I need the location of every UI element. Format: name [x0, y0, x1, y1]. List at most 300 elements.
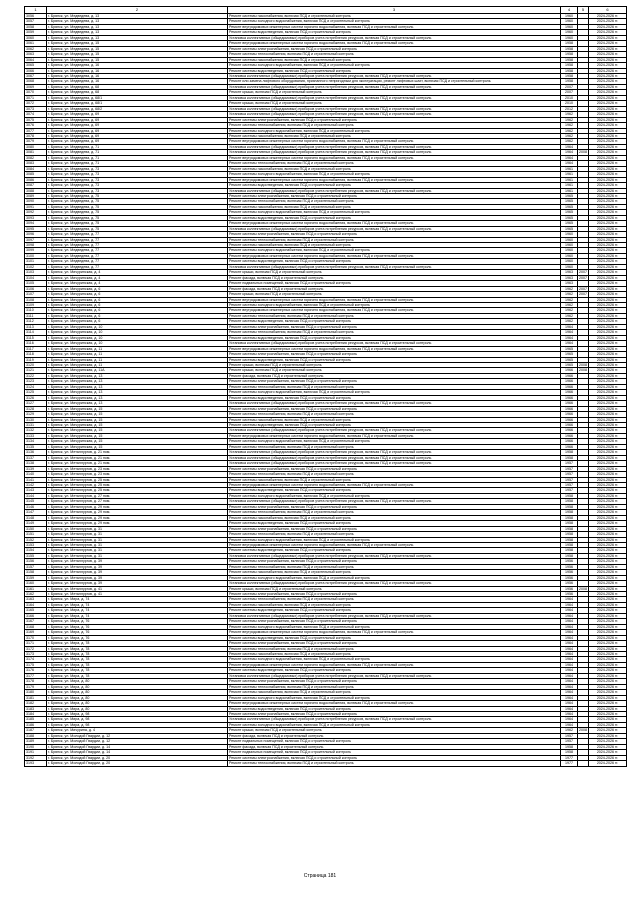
build-year-cell: 1965 [561, 226, 578, 231]
work-type-cell: Ремонт фасада, включая ПСД и строительный контроль [228, 744, 561, 749]
work-type-cell: Ремонт внутридомовых инженерных систем горячего водоснабжения, включая ПСД и строительный контроль [228, 662, 561, 667]
period-cell: 2024-2026 гг. [589, 722, 627, 727]
row-number-cell: 3117 [25, 346, 47, 351]
row-number-cell: 3066 [25, 68, 47, 73]
row-number-cell: 3131 [25, 422, 47, 427]
period-cell: 2024-2026 гг. [589, 417, 627, 422]
work-type-cell: Ремонт фасада, включая ПСД и строительный контроль [228, 733, 561, 738]
period-cell: 2024-2026 гг. [589, 52, 627, 57]
row-number-cell: 3074 [25, 112, 47, 117]
period-cell: 2024-2026 гг. [589, 690, 627, 695]
work-type-cell: Ремонт системы водоотведения, включая ПСД и строительный контроль [228, 608, 561, 613]
build-year-cell: 1958 [561, 57, 578, 62]
period-cell: 2024-2026 гг. [589, 346, 627, 351]
period-cell: 2024-2026 гг. [589, 128, 627, 133]
header-cell: 2 [47, 7, 228, 14]
work-type-cell: Установка коллективных (общедомовых) приборов учета потребления ресурсов, включая ПСД и строительный контроль [228, 95, 561, 100]
address-cell: г. Брянск, ул. Металлургов, д. 21 пом. [47, 461, 228, 466]
row-number-cell: 3144 [25, 493, 47, 498]
address-cell: г. Брянск, ул. Мичуринская, д. 6 [47, 297, 228, 302]
build-year-cell: 1964 [561, 706, 578, 711]
work-type-cell: Ремонт системы электроснабжения, включая ПСД и строительный контроль [228, 526, 561, 531]
work-type-cell: Ремонт крыши, включая ПСД и строительный контроль [228, 363, 561, 368]
build-year-cell: 1958 [561, 79, 578, 84]
period-cell: 2024-2026 гг. [589, 281, 627, 286]
period-cell: 2024-2026 гг. [589, 433, 627, 438]
work-type-cell: Ремонт системы холодного водоснабжения, включая ПСД и строительный контроль [228, 575, 561, 580]
work-type-cell: Ремонт системы электроснабжения, включая ПСД и строительный контроль [228, 619, 561, 624]
row-number-cell: 3140 [25, 472, 47, 477]
build-year-cell: 1964 [561, 695, 578, 700]
period-cell: 2024-2026 гг. [589, 493, 627, 498]
address-cell: г. Брянск, ул. Металлургов, д. 31 [47, 542, 228, 547]
row-number-cell: 3158 [25, 570, 47, 575]
build-year-cell: 1964 [561, 668, 578, 673]
address-cell: г. Брянск, ул. Мичуринская, д. 4 [47, 281, 228, 286]
row-number-cell: 3084 [25, 166, 47, 171]
period-cell: 2024-2026 гг. [589, 264, 627, 269]
period-cell: 2024-2026 гг. [589, 123, 627, 128]
work-type-cell: Ремонт внутридомовых инженерных систем горячего водоснабжения, включая ПСД и строительный контроль [228, 701, 561, 706]
address-cell: г. Брянск, ул. Медведева, д. 75 [47, 199, 228, 204]
row-number-cell: 3094 [25, 221, 47, 226]
work-type-cell: Ремонт внутридомовых инженерных систем горячего водоснабжения, включая ПСД и строительный контроль [228, 139, 561, 144]
address-cell: г. Брянск, ул. Медведева, д. 71 [47, 144, 228, 149]
row-number-cell: 3173 [25, 652, 47, 657]
build-year-cell: 1961 [561, 172, 578, 177]
address-cell: г. Брянск, ул. Мичуринская, д. 4 [47, 275, 228, 280]
row-number-cell: 3170 [25, 635, 47, 640]
address-cell: г. Брянск, ул. Мичуринская, д. 11 [47, 352, 228, 357]
work-type-cell: Ремонт системы водоотведения, включая ПСД и строительный контроль [228, 335, 561, 340]
build-year-cell: 1960 [561, 232, 578, 237]
build-year-cell: 1962 [561, 133, 578, 138]
period-cell: 2024-2026 гг. [589, 226, 627, 231]
work-type-cell: Ремонт системы холодного водоснабжения, включая ПСД и строительный контроль [228, 439, 561, 444]
work-type-cell: Установка коллективных (общедомовых) приборов учета потребления ресурсов, включая ПСД и строительный контроль [228, 144, 561, 149]
period-cell: 2024-2026 гг. [589, 14, 627, 19]
period-cell: 2024-2026 гг. [589, 630, 627, 635]
row-number-cell: 3121 [25, 368, 47, 373]
work-type-cell: Ремонт фасада, включая ПСД и строительный контроль [228, 286, 561, 291]
row-number-cell: 3083 [25, 161, 47, 166]
work-type-cell: Ремонт подвальных помещений, включая ПСД и строительный контроль [228, 750, 561, 755]
period-cell: 2024-2026 гг. [589, 95, 627, 100]
address-cell: г. Брянск, ул. Мира, д. 80 [47, 679, 228, 684]
row-number-cell: 3157 [25, 564, 47, 569]
work-type-cell: Ремонт системы водоотведения, включая ПСД и строительный контроль [228, 319, 561, 324]
work-type-cell: Ремонт системы электроснабжения, включая ПСД и строительный контроль [228, 193, 561, 198]
address-cell: г. Брянск, ул. Мичуринская, д. 15 [47, 428, 228, 433]
period-cell: 2024-2026 гг. [589, 68, 627, 73]
address-cell: г. Брянск, ул. Металлургов, д. 39 [47, 575, 228, 580]
work-type-cell: Ремонт системы газоснабжения, включая ПСД и строительный контроль [228, 57, 561, 62]
build-year-cell: 1964 [561, 646, 578, 651]
row-number-cell: 3187 [25, 728, 47, 733]
work-type-cell: Ремонт системы электроснабжения, включая ПСД и строительный контроль [228, 232, 561, 237]
work-type-cell: Ремонт системы холодного водоснабжения, включая ПСД и строительный контроль [228, 624, 561, 629]
period-cell: 2024-2026 гг. [589, 439, 627, 444]
work-type-cell: Ремонт внутридомовых инженерных систем горячего водоснабжения, включая ПСД и строительный контроль [228, 155, 561, 160]
row-number-cell: 3108 [25, 297, 47, 302]
address-cell: г. Брянск, ул. Мира, д. 80 [47, 695, 228, 700]
period-cell: 2024-2026 гг. [589, 161, 627, 166]
work-type-cell: Установка коллективных (общедомовых) приборов учета потребления ресурсов, включая ПСД и строительный контроль [228, 461, 561, 466]
build-year-cell: 1964 [561, 330, 578, 335]
build-year-cell: 1977 [561, 761, 578, 766]
row-number-cell: 3089 [25, 193, 47, 198]
period-cell: 2024-2026 гг. [589, 308, 627, 313]
page-number: Страница 181 [303, 873, 337, 879]
row-number-cell: 3101 [25, 259, 47, 264]
row-number-cell: 3070 [25, 90, 47, 95]
build-year-cell: 1965 [561, 363, 578, 368]
row-number-cell: 3168 [25, 624, 47, 629]
build-year-cell: 1965 [561, 210, 578, 215]
period-cell: 2024-2026 гг. [589, 275, 627, 280]
work-type-cell: Ремонт системы водоотведения, включая ПСД и строительный контроль [228, 668, 561, 673]
row-number-cell: 3161 [25, 586, 47, 591]
build-year-cell: 1961 [561, 166, 578, 171]
build-year-cell: 1957 [561, 739, 578, 744]
period-cell: 2024-2026 гг. [589, 188, 627, 193]
address-cell: г. Брянск, ул. Медведева, д. 69 [47, 133, 228, 138]
header-cell: 3 [228, 7, 561, 14]
address-cell: г. Брянск, ул. Мира, д. 80 [47, 706, 228, 711]
row-number-cell: 3145 [25, 499, 47, 504]
build-year-cell: 1958 [561, 41, 578, 46]
period-cell: 2024-2026 гг. [589, 155, 627, 160]
address-cell: г. Брянск, ул. Мичуринская, д. 15 [47, 439, 228, 444]
build-year-cell: 1957 [561, 466, 578, 471]
address-cell: г. Брянск, ул. Медведева, д. 15 [47, 46, 228, 51]
work-type-cell: Ремонт внутридомовых инженерных систем горячего водоснабжения, включая ПСД и строительный контроль [228, 308, 561, 313]
period-cell: 2024-2026 гг. [589, 330, 627, 335]
work-type-cell: Ремонт системы холодного водоснабжения, включая ПСД и строительный контроль [228, 303, 561, 308]
period-cell: 2024-2026 гг. [589, 335, 627, 340]
address-cell: г. Брянск, ул. Медведева, д. 73 [47, 177, 228, 182]
build-year-cell: 1960 [561, 248, 578, 253]
build-year-cell: 1960 [561, 14, 578, 19]
period-cell: 2024-2026 гг. [589, 733, 627, 738]
build-year-cell: 1964 [561, 161, 578, 166]
work-type-cell: Ремонт системы холодного водоснабжения, включая ПСД и строительный контроль [228, 657, 561, 662]
address-cell: г. Брянск, ул. Медведева, д. 69 [47, 123, 228, 128]
build-year-cell: 1964 [561, 341, 578, 346]
work-type-cell: Ремонт системы холодного водоснабжения, включая ПСД и строительный контроль [228, 695, 561, 700]
work-type-cell: Ремонт крыши, включая ПСД и строительный контроль [228, 368, 561, 373]
row-number-cell: 3116 [25, 341, 47, 346]
build-year-cell: 1965 [561, 357, 578, 362]
build-year-cell: 1958 [561, 455, 578, 460]
work-type-cell: Ремонт системы водоотведения, включая ПСД и строительный контроль [228, 521, 561, 526]
period-cell: 2024-2026 гг. [589, 63, 627, 68]
address-cell: г. Брянск, ул. Молодой Гвардии, д. 14 [47, 744, 228, 749]
work-type-cell: Ремонт внутридомовых инженерных систем горячего водоснабжения, включая ПСД и строительный контроль [228, 297, 561, 302]
address-cell: г. Брянск, ул. Мира, д. 76 [47, 630, 228, 635]
period-cell: 2024-2026 гг. [589, 477, 627, 482]
work-type-cell: Ремонт системы водоотведения, включая ПСД и строительный контроль [228, 183, 561, 188]
work-type-cell: Ремонт системы электроснабжения, включая ПСД и строительный контроль [228, 46, 561, 51]
address-cell: г. Брянск, ул. Медведева, д. 69 [47, 128, 228, 133]
work-type-cell: Ремонт системы газоснабжения, включая ПСД и строительный контроль [228, 204, 561, 209]
build-year-cell: 1962 [561, 303, 578, 308]
address-cell: г. Брянск, ул. Мичуринская, д. 13 [47, 384, 228, 389]
period-cell: 2024-2026 гг. [589, 210, 627, 215]
period-cell: 2024-2026 гг. [589, 521, 627, 526]
work-type-cell: Установка коллективных (общедомовых) приборов учета потребления ресурсов, включая ПСД и строительный контроль [228, 553, 561, 558]
row-number-cell: 3164 [25, 602, 47, 607]
row-number-cell: 3184 [25, 712, 47, 717]
address-cell: г. Брянск, ул. Молодой Гвардии, д. 20 [47, 761, 228, 766]
address-cell: г. Брянск, ул. Медведева, д. 68/2 [47, 106, 228, 111]
work-type-cell: Ремонт системы электроснабжения, включая ПСД и строительный контроль [228, 559, 561, 564]
row-number-cell: 3147 [25, 510, 47, 515]
row-number-cell: 3193 [25, 761, 47, 766]
address-cell: г. Брянск, ул. Медведева, д. 75 [47, 204, 228, 209]
period-cell: 2024-2026 гг. [589, 461, 627, 466]
row-number-cell: 3114 [25, 330, 47, 335]
build-year-cell: 1964 [561, 662, 578, 667]
address-cell: г. Брянск, ул. Медведева, д. 13 [47, 30, 228, 35]
build-year-cell: 1956 [561, 592, 578, 597]
row-number-cell: 3076 [25, 123, 47, 128]
row-number-cell: 3067 [25, 73, 47, 78]
build-year-cell: 1960 [561, 24, 578, 29]
address-cell: г. Брянск, ул. Мира, д. 74 [47, 613, 228, 618]
build-year-cell: 1964 [561, 155, 578, 160]
build-year-cell: 1964 [561, 150, 578, 155]
work-type-cell: Ремонт системы теплоснабжения, включая ПСД и строительный контроль [228, 444, 561, 449]
period-cell: 2024-2026 гг. [589, 24, 627, 29]
row-number-cell: 3149 [25, 521, 47, 526]
work-type-cell: Ремонт крыши, включая ПСД и строительный контроль [228, 101, 561, 106]
address-cell: г. Брянск, ул. Металлургов, д. 39 [47, 570, 228, 575]
build-year-cell: 1963 [561, 270, 578, 275]
address-cell: г. Брянск, ул. Мира, д. 80 [47, 690, 228, 695]
period-cell: 2024-2026 гг. [589, 19, 627, 24]
row-number-cell: 3192 [25, 755, 47, 760]
address-cell: г. Брянск, ул. Металлургов, д. 31 [47, 537, 228, 542]
address-cell: г. Брянск, ул. Металлургов, д. 31 [47, 553, 228, 558]
period-cell: 2024-2026 гг. [589, 641, 627, 646]
period-cell: 2024-2026 гг. [589, 701, 627, 706]
row-number-cell: 3135 [25, 444, 47, 449]
row-number-cell: 3061 [25, 41, 47, 46]
work-type-cell: Ремонт системы водоотведения, включая ПСД и строительный контроль [228, 488, 561, 493]
address-cell: г. Брянск, ул. Мичуринская, д. 15 [47, 444, 228, 449]
work-type-cell: Установка коллективных (общедомовых) приборов учета потребления ресурсов, включая ПСД и строительный контроль [228, 226, 561, 231]
build-year-cell: 1956 [561, 559, 578, 564]
build-year-cell: 1958 [561, 73, 578, 78]
build-year-cell: 1958 [561, 510, 578, 515]
row-number-cell: 3171 [25, 641, 47, 646]
build-year-cell: 1958 [561, 526, 578, 531]
work-type-cell: Ремонт системы водоотведения, включая ПСД и строительный контроль [228, 706, 561, 711]
period-cell: 2024-2026 гг. [589, 542, 627, 547]
address-cell: г. Брянск, ул. Молодой Гвардии, д. 12 [47, 733, 228, 738]
period-cell: 2024-2026 гг. [589, 488, 627, 493]
build-year-cell: 1965 [561, 346, 578, 351]
work-type-cell: Установка коллективных (общедомовых) приборов учета потребления ресурсов, включая ПСД и строительный контроль [228, 401, 561, 406]
build-year-cell: 1964 [561, 635, 578, 640]
period-cell: 2024-2026 гг. [589, 624, 627, 629]
period-cell: 2024-2026 гг. [589, 243, 627, 248]
address-cell: г. Брянск, ул. Мичуринская, д. 15 [47, 433, 228, 438]
row-number-cell: 3134 [25, 439, 47, 444]
build-year-cell: 1964 [561, 144, 578, 149]
address-cell: г. Брянск, ул. Медведева, д. 71 [47, 150, 228, 155]
row-number-cell: 3163 [25, 597, 47, 602]
period-cell: 2024-2026 гг. [589, 35, 627, 40]
row-number-cell: 3165 [25, 608, 47, 613]
build-year-cell: 1965 [561, 215, 578, 220]
work-type-cell: Ремонт системы теплоснабжения, включая ПСД и строительный контроль [228, 646, 561, 651]
work-type-cell: Ремонт системы холодного водоснабжения, включая ПСД и строительный контроль [228, 722, 561, 727]
repair-year-cell: 2008 [579, 586, 587, 591]
address-cell: г. Брянск, ул. Металлургов, д. 27 пом. [47, 493, 228, 498]
period-cell: 2024-2026 гг. [589, 341, 627, 346]
build-year-cell: 1964 [561, 630, 578, 635]
build-year-cell: 1964 [561, 613, 578, 618]
build-year-cell: 1956 [561, 575, 578, 580]
address-cell: г. Брянск, ул. Медведева, д. 73 [47, 183, 228, 188]
work-type-cell: Ремонт системы холодного водоснабжения, включая ПСД и строительный контроль [228, 210, 561, 215]
period-cell: 2024-2026 гг. [589, 592, 627, 597]
address-cell: г. Брянск, ул. Медведева, д. 68/1 [47, 95, 228, 100]
address-cell: г. Брянск, ул. Мичуринская, д. 13 [47, 390, 228, 395]
repair-year-cell: 2008 [579, 363, 587, 367]
address-cell: г. Брянск, ул. Мичуринская, д. 13 [47, 395, 228, 400]
row-number-cell: 3162 [25, 592, 47, 597]
address-cell: г. Брянск, ул. Металлургов, д. 39 [47, 581, 228, 586]
work-type-cell: Установка коллективных (общедомовых) приборов учета потребления ресурсов, включая ПСД и строительный контроль [228, 341, 561, 346]
period-cell: 2024-2026 гг. [589, 259, 627, 264]
build-year-cell: 1957 [561, 488, 578, 493]
period-cell: 2024-2026 гг. [589, 466, 627, 471]
address-cell: г. Брянск, ул. Металлургов, д. 25 пом. [47, 477, 228, 482]
address-cell: г. Брянск, ул. Мира, д. 78 [47, 646, 228, 651]
build-year-cell: 1966 [561, 401, 578, 406]
address-cell: г. Брянск, ул. Металлургов, д. 21 пом. [47, 450, 228, 455]
row-number-cell: 3082 [25, 155, 47, 160]
period-cell: 2024-2026 гг. [589, 428, 627, 433]
period-cell: 2024-2026 гг. [589, 292, 627, 297]
address-cell: г. Брянск, ул. Мичуринская, д. 10 [47, 324, 228, 329]
work-type-cell: Ремонт системы газоснабжения, включая ПСД и строительный контроль [228, 652, 561, 657]
work-type-cell: Ремонт системы теплоснабжения, включая ПСД и строительный контроль [228, 161, 561, 166]
build-year-cell: 1957 [561, 482, 578, 487]
address-cell: г. Брянск, ул. Медведева, д. 77 [47, 253, 228, 258]
build-year-cell: 1962 [561, 123, 578, 128]
period-cell: 2024-2026 гг. [589, 368, 627, 373]
build-year-cell: 1962 [561, 117, 578, 122]
row-number-cell: 3097 [25, 237, 47, 242]
row-number-cell: 3086 [25, 177, 47, 182]
period-cell: 2024-2026 гг. [589, 515, 627, 520]
work-type-cell: Ремонт внутридомовых инженерных систем горячего водоснабжения, включая ПСД и строительный контроль [228, 41, 561, 46]
address-cell: г. Брянск, ул. Медведева, д. 75 [47, 226, 228, 231]
address-cell: г. Брянск, ул. Металлургов, д. 29 пом. [47, 510, 228, 515]
build-year-cell: 1958 [561, 542, 578, 547]
work-type-cell: Ремонт системы электроснабжения, включая ПСД и строительный контроль [228, 755, 561, 760]
period-cell: 2024-2026 гг. [589, 537, 627, 542]
work-type-cell: Ремонт или замена лифтового оборудования, признанного непригодным для эксплуатации, ремонт лифтовых шахт, включая ПСД и строительный контроль [228, 79, 561, 84]
build-year-cell: 1958 [561, 68, 578, 73]
row-number-cell: 3141 [25, 477, 47, 482]
address-cell: г. Брянск, ул. Мичуринская, д. 10 [47, 330, 228, 335]
address-cell: г. Брянск, ул. Мира, д. 98 [47, 712, 228, 717]
period-cell: 2024-2026 гг. [589, 401, 627, 406]
period-cell: 2024-2026 гг. [589, 444, 627, 449]
work-type-cell: Ремонт системы газоснабжения, включая ПСД и строительный контроль [228, 515, 561, 520]
address-cell: г. Брянск, ул. Мичуринская, д. 13 [47, 373, 228, 378]
period-cell: 2024-2026 гг. [589, 673, 627, 678]
row-number-cell: 3113 [25, 324, 47, 329]
period-cell: 2024-2026 гг. [589, 232, 627, 237]
row-number-cell: 3059 [25, 30, 47, 35]
work-type-cell: Ремонт системы водоотведения, включая ПСД и строительный контроль [228, 395, 561, 400]
period-cell: 2024-2026 гг. [589, 482, 627, 487]
row-number-cell: 3128 [25, 406, 47, 411]
work-type-cell: Установка коллективных (общедомовых) приборов учета потребления ресурсов, включая ПСД и строительный контроль [228, 112, 561, 117]
build-year-cell: 1958 [561, 537, 578, 542]
period-cell: 2024-2026 гг. [589, 526, 627, 531]
row-number-cell: 3105 [25, 281, 47, 286]
work-type-cell: Ремонт внутридомовых инженерных систем горячего водоснабжения, включая ПСД и строительный контроль [228, 630, 561, 635]
row-number-cell: 3139 [25, 466, 47, 471]
address-cell: г. Брянск, ул. Медведева, д. 73 [47, 166, 228, 171]
document-page [24, 6, 619, 767]
row-number-cell: 3186 [25, 722, 47, 727]
build-year-cell: 1960 [561, 19, 578, 24]
row-number-cell: 3180 [25, 690, 47, 695]
work-type-cell: Ремонт системы водоотведения, включая ПСД и строительный контроль [228, 635, 561, 640]
row-number-cell: 3085 [25, 172, 47, 177]
work-type-cell: Ремонт подвальных помещений, включая ПСД и строительный контроль [228, 739, 561, 744]
build-year-cell: 1964 [561, 624, 578, 629]
row-number-cell: 3060 [25, 35, 47, 40]
row-number-cell: 3057 [25, 19, 47, 24]
build-year-cell: 1960 [561, 30, 578, 35]
address-cell: г. Брянск, ул. Медведева, д. 13 [47, 24, 228, 29]
work-type-cell: Ремонт внутридомовых инженерных систем горячего водоснабжения, включая ПСД и строительный контроль [228, 433, 561, 438]
address-cell: г. Брянск, ул. Мира, д. 74 [47, 608, 228, 613]
address-cell: г. Брянск, ул. Медведева, д. 68 [47, 90, 228, 95]
row-number-cell: 3156 [25, 559, 47, 564]
period-cell: 2024-2026 гг. [589, 412, 627, 417]
build-year-cell: 1964 [561, 722, 578, 727]
row-number-cell: 3183 [25, 706, 47, 711]
address-cell: г. Брянск, ул. Медведева, д. 69 [47, 139, 228, 144]
row-number-cell: 3160 [25, 581, 47, 586]
work-type-cell: Ремонт фасада, включая ПСД и строительный контроль [228, 275, 561, 280]
row-number-cell: 3154 [25, 548, 47, 553]
address-cell: г. Брянск, ул. Медведева, д. 13 [47, 19, 228, 24]
work-type-cell: Ремонт системы теплоснабжения, включая ПСД и строительный контроль [228, 761, 561, 766]
row-number-cell: 3092 [25, 210, 47, 215]
build-year-cell: 1966 [561, 412, 578, 417]
period-cell: 2024-2026 гг. [589, 303, 627, 308]
work-type-cell: Ремонт системы теплоснабжения, включая ПСД и строительный контроль [228, 597, 561, 602]
period-cell: 2024-2026 гг. [589, 237, 627, 242]
work-type-cell: Ремонт системы водоотведения, включая ПСД и строительный контроль [228, 68, 561, 73]
build-year-cell: 2010 [561, 95, 578, 100]
address-cell: г. Брянск, ул. Мичуринская, д. 4 [47, 270, 228, 275]
period-cell: 2024-2026 гг. [589, 553, 627, 558]
work-type-cell: Ремонт внутридомовых инженерных систем горячего водоснабжения, включая ПСД и строительный контроль [228, 346, 561, 351]
work-type-cell: Ремонт системы холодного водоснабжения, включая ПСД и строительный контроль [228, 493, 561, 498]
